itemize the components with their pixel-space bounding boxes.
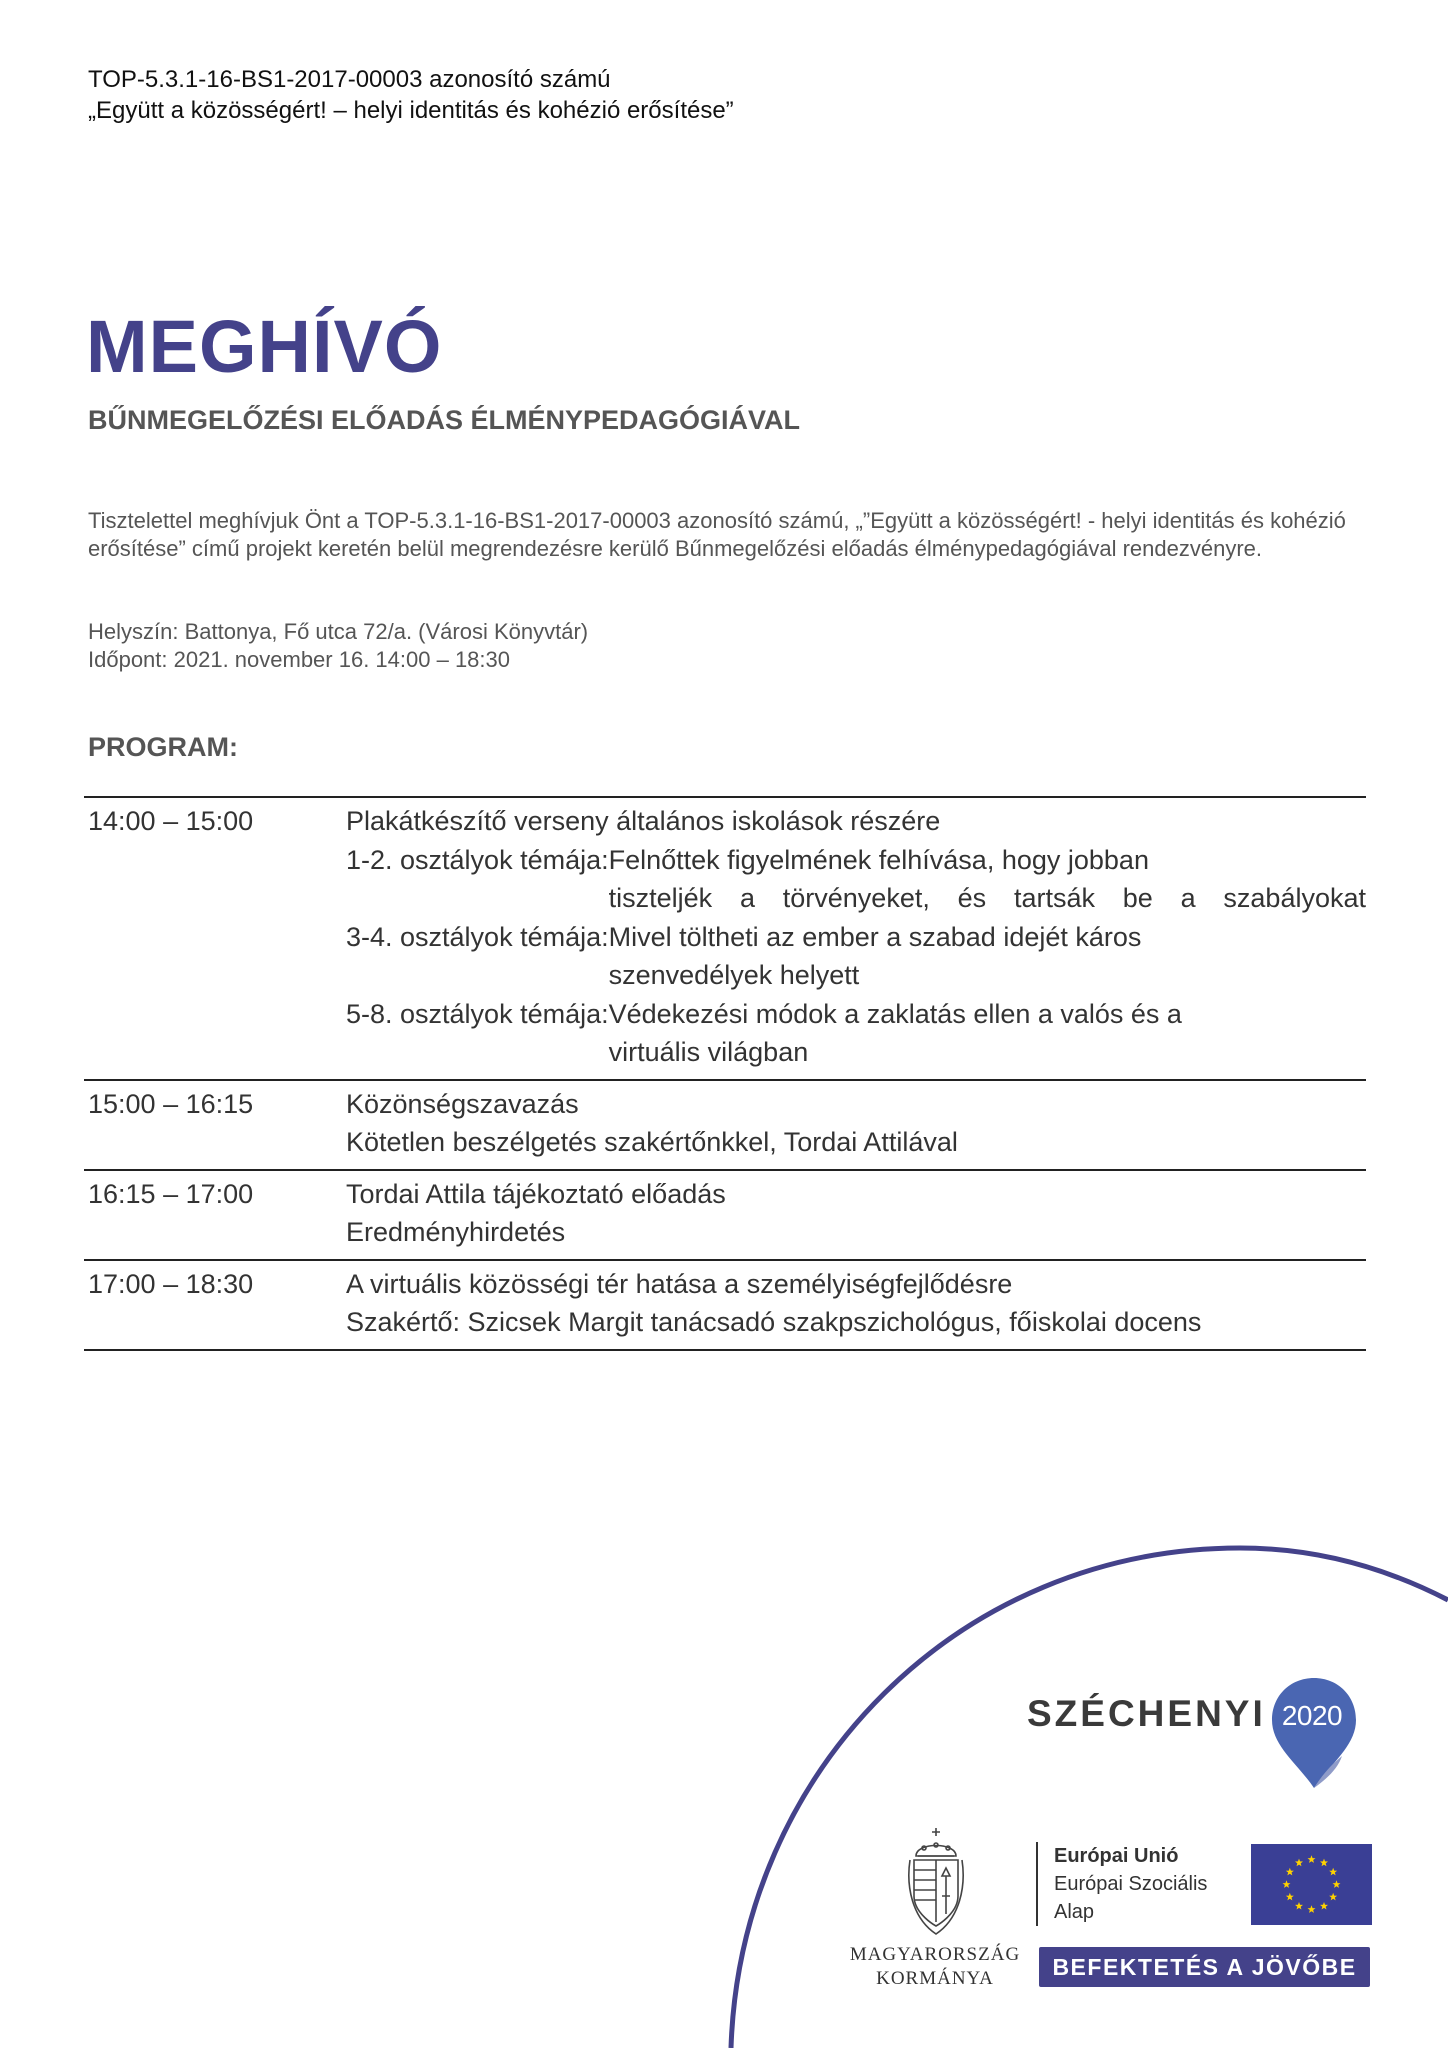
schedule-line: Eredményhirdetés bbox=[346, 1217, 566, 1247]
topic-line: virtuális világban bbox=[608, 1037, 809, 1067]
schedule-line: Közönségszavazás bbox=[346, 1088, 579, 1119]
intro-paragraph: Tisztelettel meghívjuk Önt a TOP-5.3.1-16-BS1-2017-00003 azonosító számú, „”Együtt a közösségért! - helyi identitás és kohézió erősítése” című projekt keretén belül megrendezésre kerülő Bűnmegelőzési előadás élménypedagógiával rendezvényre. bbox=[88, 508, 1346, 561]
eu-fund-line: Európai Szociális bbox=[1054, 1873, 1208, 1895]
schedule-line: Kötetlen beszélgetés szakértőnkkel, Tordai Attilával bbox=[346, 1127, 958, 1157]
government-line: KORMÁNYA bbox=[876, 1968, 994, 1989]
schedule-line: Szakértő: Szicsek Margit tanácsadó szakpszichológus, főiskolai docens bbox=[346, 1307, 1202, 1337]
eu-flag-icon bbox=[1251, 1844, 1372, 1925]
topic-line: szenvedélyek helyett bbox=[608, 960, 860, 990]
topic-line: Védekezési módok a zaklatás ellen a valós és a bbox=[608, 998, 1182, 1029]
program-heading: PROGRAM: bbox=[88, 732, 238, 762]
event-subtitle: BŰNMEGELŐZÉSI ELŐADÁS ÉLMÉNYPEDAGÓGIÁVAL bbox=[88, 405, 801, 435]
project-name-line: „Együtt a közösségért! – helyi identitás és kohézió erősítése” bbox=[88, 97, 734, 124]
szechenyi-year: 2020 bbox=[1281, 1700, 1343, 1731]
map-pin-icon bbox=[1268, 1674, 1360, 1792]
coat-of-arms-icon bbox=[906, 1826, 966, 1938]
grade-label: 1-2. osztályok témája: bbox=[346, 844, 609, 875]
schedule-item-title: Plakátkészítő verseny általános iskolások részére bbox=[346, 806, 941, 836]
eu-name: Európai Unió bbox=[1054, 1845, 1179, 1867]
location-line: Helyszín: Battonya, Fő utca 72/a. (Városi Könyvtár) bbox=[88, 619, 589, 644]
szechenyi-logo-text: SZÉCHENYI bbox=[1027, 1693, 1266, 1734]
grade-label: 5-8. osztályok témája: bbox=[346, 998, 609, 1029]
schedule-line: A virtuális közösségi tér hatása a személyiségfejlődésre bbox=[346, 1268, 1013, 1299]
topic-line: tiszteljék a törvényeket, és tartsák be a szabályokat bbox=[608, 883, 1366, 913]
schedule-line: Tordai Attila tájékoztató előadás bbox=[346, 1178, 726, 1209]
invitation-title: MEGHÍVÓ bbox=[86, 305, 443, 388]
topic-line: Mivel töltheti az ember a szabad idejét káros bbox=[608, 921, 1142, 952]
schedule-time: 16:15 – 17:00 bbox=[88, 1178, 254, 1209]
schedule-time: 14:00 – 15:00 bbox=[88, 806, 254, 836]
government-line: MAGYARORSZÁG bbox=[849, 1944, 1021, 1965]
eu-fund-line: Alap bbox=[1054, 1901, 1095, 1923]
topic-line: Felnőttek figyelmének felhívása, hogy jobban bbox=[608, 844, 1149, 875]
eu-logo-text bbox=[1036, 1842, 1207, 1926]
grade-label: 3-4. osztályok témája: bbox=[346, 921, 609, 952]
schedule-time: 15:00 – 16:15 bbox=[88, 1088, 254, 1119]
datetime-line: Időpont: 2021. november 16. 14:00 – 18:30 bbox=[88, 647, 510, 672]
befektetes-banner: BEFEKTETÉS A JÖVŐBE bbox=[1039, 1947, 1370, 1987]
project-id-line: TOP-5.3.1-16-BS1-2017-00003 azonosító számú bbox=[88, 66, 611, 93]
government-logo-text bbox=[845, 1943, 1025, 1991]
schedule-time: 17:00 – 18:30 bbox=[88, 1268, 254, 1299]
